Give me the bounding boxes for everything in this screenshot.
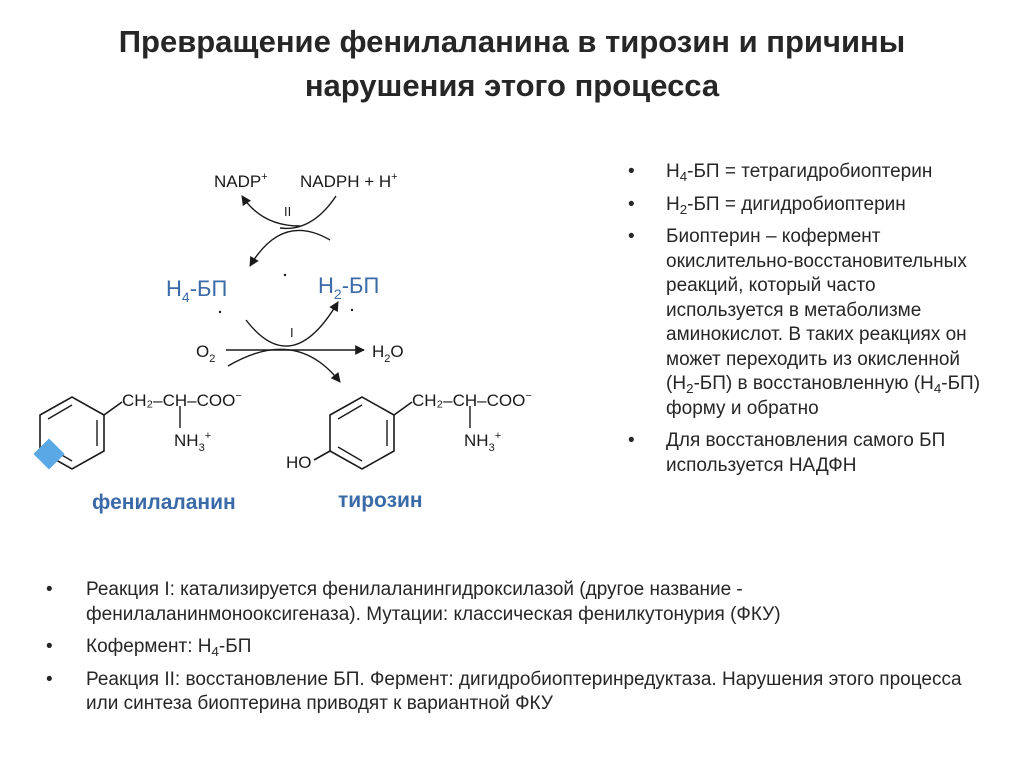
h2bp-label: $H_2-БП$ — [318, 273, 380, 302]
h2bp-to-h4bp-arrow — [250, 230, 330, 266]
phe-amino-group: $NH_3^+$ — [174, 430, 212, 454]
reaction-ii-label: II — [284, 204, 292, 219]
bullet: • — [46, 579, 53, 600]
notes-list — [46, 578, 996, 725]
nadp-release-arrow — [242, 196, 300, 226]
tyr-hydroxyl: HO — [286, 453, 312, 472]
selection-marker — [33, 438, 64, 469]
list-item: • Кофермент: $H_4-БП$ — [46, 636, 252, 659]
bullet: • — [628, 226, 635, 247]
dot-mark — [219, 311, 221, 313]
list-item: • Реакция I: катализируется фенилаланингидроксилазой (другое название - фенилаланинмонооксигеназа). Мутации: классическая фенилкутонурия (ФКУ) — [46, 579, 781, 625]
definitions-list — [628, 160, 988, 486]
bullet: • — [628, 430, 635, 451]
bullet: • — [46, 668, 53, 690]
reaction-diagram — [0, 0, 620, 560]
tyr-amino-group: $NH_3^+$ — [464, 430, 502, 454]
title-line-1: Превращение фенилаланина в тирозин и причины — [118, 24, 906, 59]
bullet: • — [628, 161, 635, 182]
list-item: • Реакция II: восстановление БП. Фермент: дигидробиоптеринредуктаза. Нарушения этого процесса или синтеза биоптерина приводят к вариантной ФКУ — [46, 668, 962, 714]
phenylalanine-label: фенилаланин — [92, 491, 236, 514]
phe-side-chain: CH₂–CH–COO− — [122, 390, 242, 410]
bullet: • — [628, 193, 635, 215]
nadp-label: NADP+ — [214, 171, 268, 191]
dot-mark — [351, 309, 353, 311]
list-item: • $H_2-БП$ = дигидробиоптерин — [628, 193, 906, 217]
tyr-side-chain: CH₂–CH–COO− — [412, 390, 532, 410]
dot-mark — [284, 274, 286, 276]
tyrosine-label: тирозин — [338, 489, 423, 512]
reaction-i-label: I — [290, 325, 294, 340]
nadph-label: NADPH + H+ — [300, 171, 398, 191]
title-line-2: нарушения этого процесса — [304, 68, 720, 103]
h4bp-label: $H_4-БП$ — [166, 276, 228, 305]
o2-label: $O_2$ — [196, 342, 216, 365]
h2o-label: $H_2O$ — [372, 342, 404, 365]
list-item: • Для восстановления самого БП используется НАДФН — [628, 430, 946, 476]
bullet: • — [46, 636, 53, 657]
list-item: • Биоптерин – кофермент окислительно-восстановительных реакций, который часто используется в метаболизме аминокислот. В таких реакциях он может переходить из окисленной $(H_2-БП)$ в восстановленную $(H_4-БП)$ форму и обратно — [628, 226, 981, 419]
phe-to-tyr-arrow — [228, 349, 340, 382]
list-item: • $H_4-БП$ = тетрагидробиоптерин — [628, 161, 933, 184]
